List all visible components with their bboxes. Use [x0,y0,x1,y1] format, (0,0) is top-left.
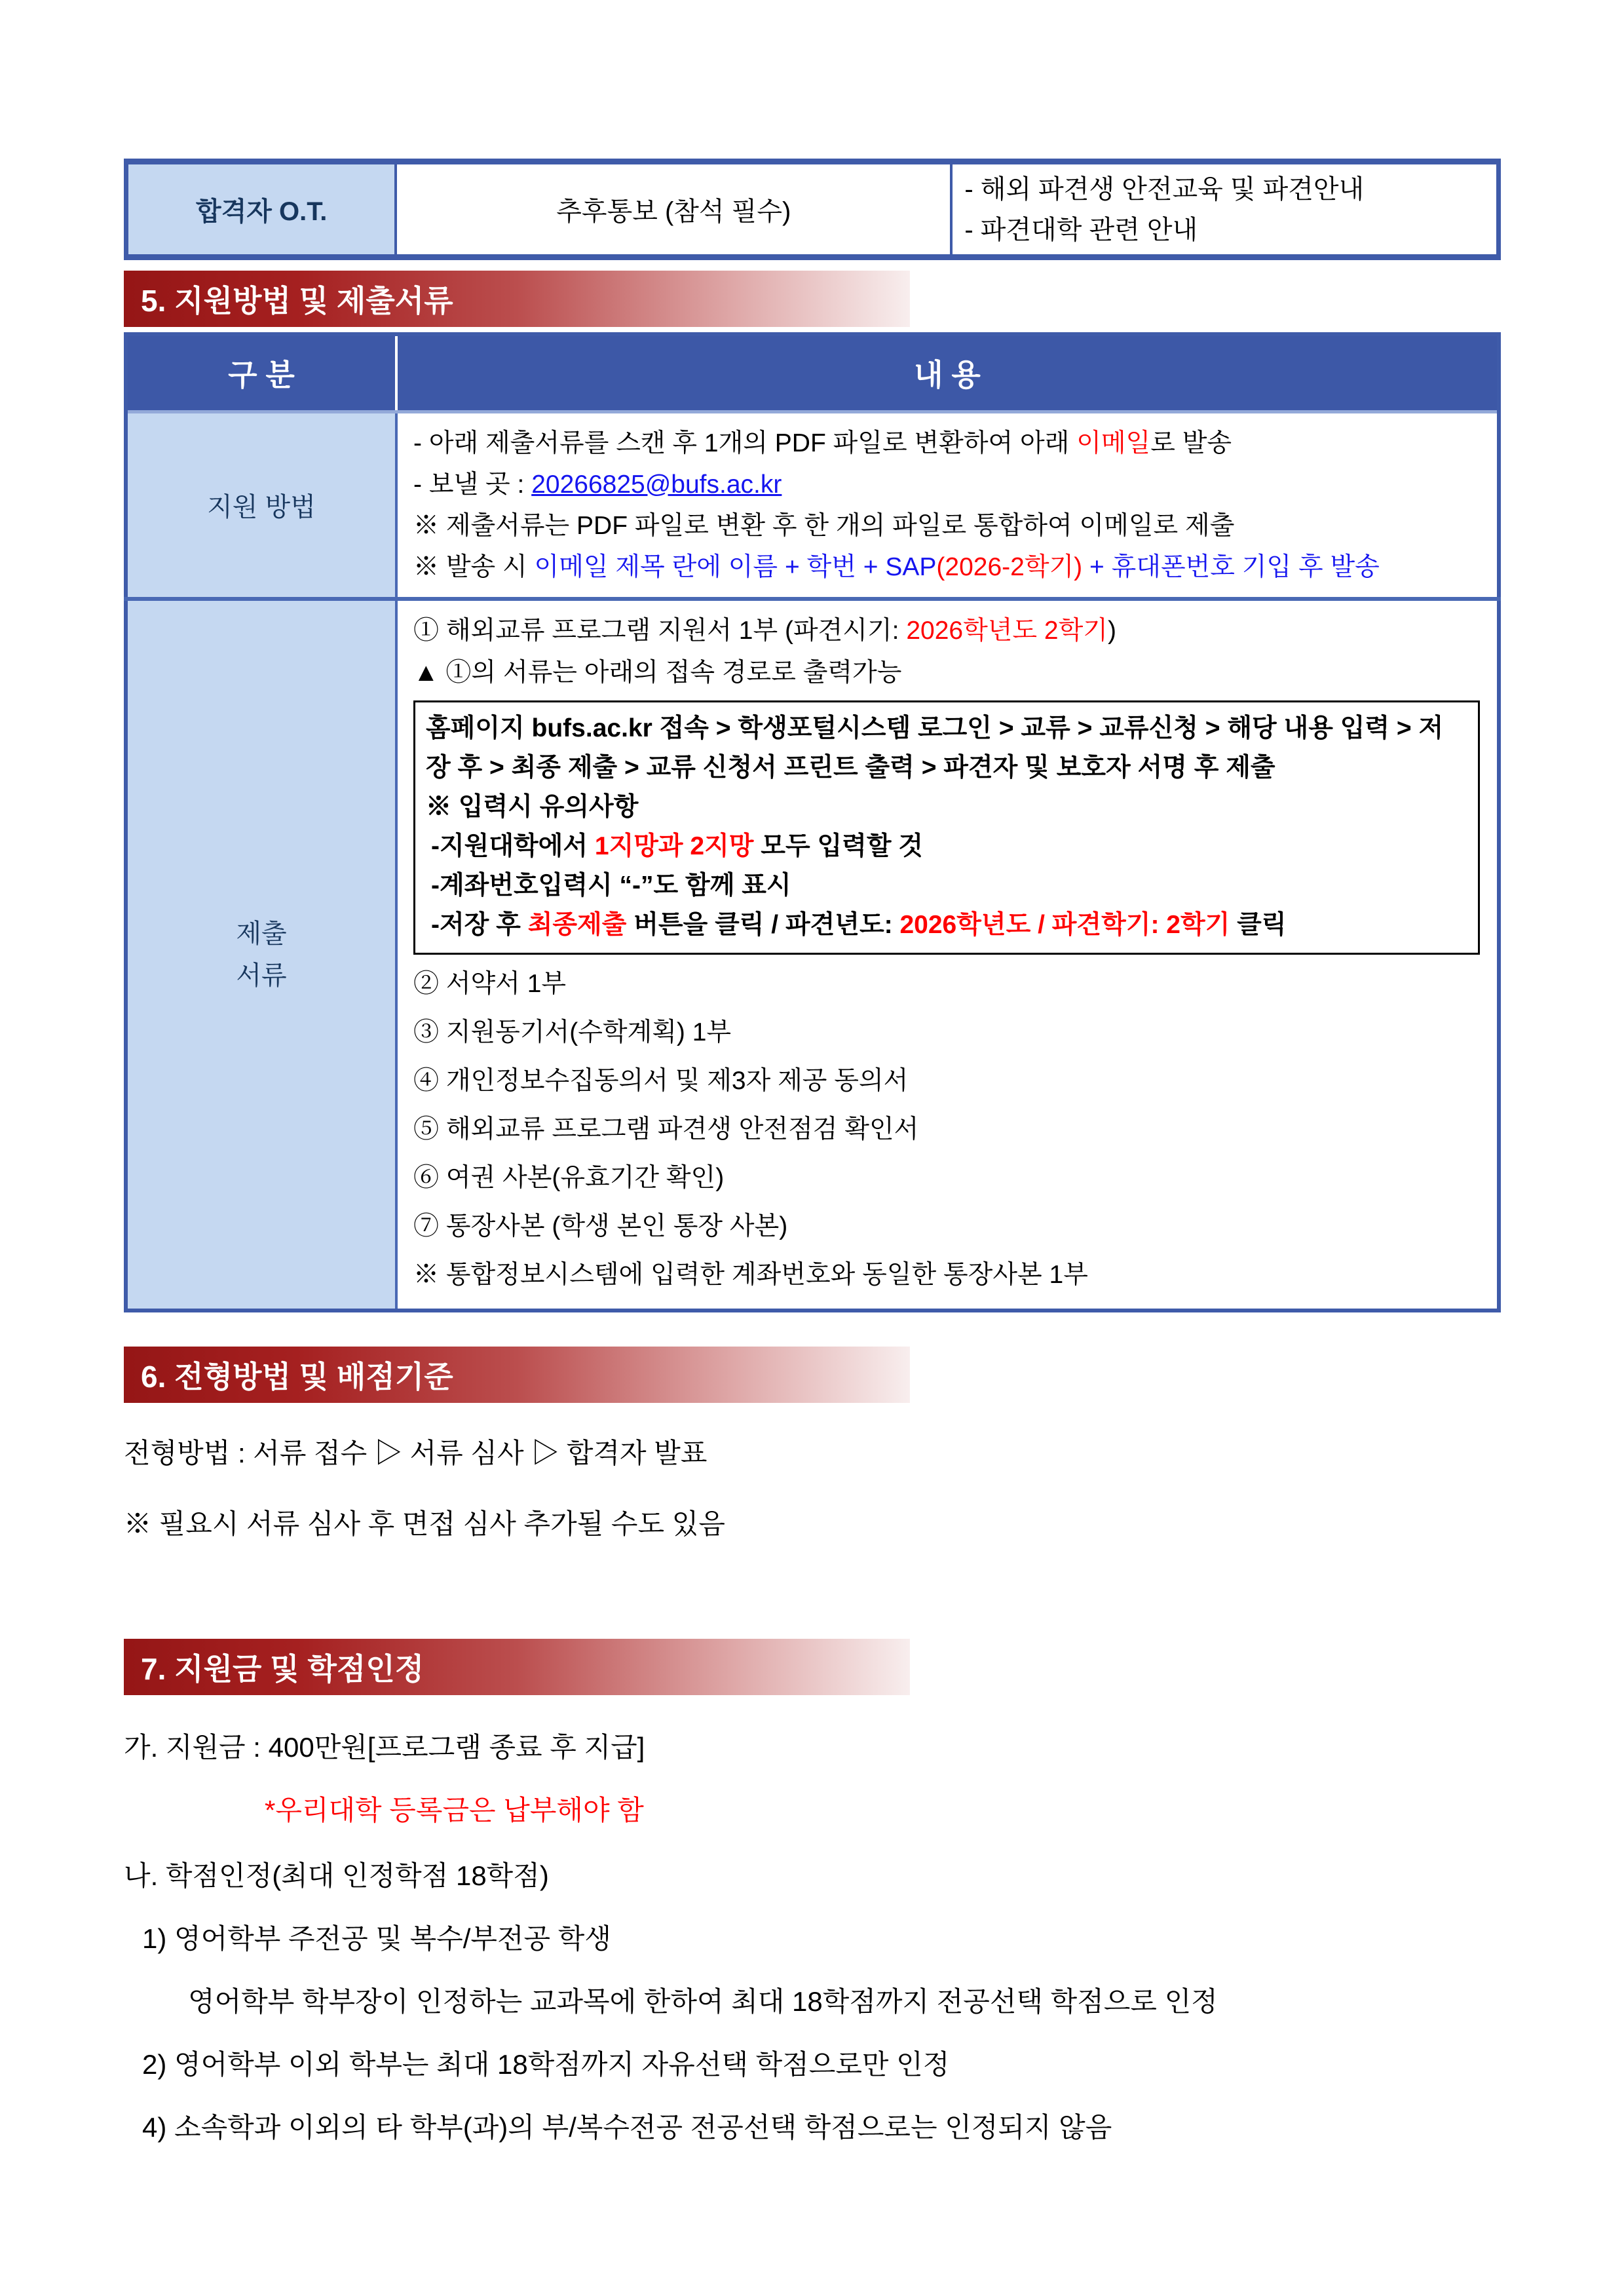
text-segment: 로 발송 [1150,429,1232,457]
ot-schedule: 추후통보 (참석 필수) [396,162,951,258]
document-content [124,159,1501,2144]
text-segment: -저장 후 [431,910,528,939]
credit-recognition-line: 나. 학점인정(최대 인정학점 18학점) [124,1860,549,1891]
apply-method-content [396,411,1499,599]
section-7-title: 7. 지원금 및 학점인정 [141,1651,425,1686]
doc-line [413,464,1485,505]
text-segment: ※ 발송 시 [413,552,535,581]
section-7-header [124,1639,910,1695]
selection-note-line: ※ 필요시 서류 심사 후 면접 심사 추가될 수도 있음 [124,1508,725,1539]
ot-table-row [126,162,1499,258]
ot-detail-line: - 해외 파견생 안전교육 및 파견안내 [964,174,1365,204]
doc-line [413,546,1485,588]
text-segment: 클릭 [1230,910,1287,939]
doc-list-item: ※ 통합정보시스템에 입력한 계좌번호와 동일한 통장사본 1부 [413,1260,1088,1289]
blue-emphasis: 이메일 제목 란에 이름 + 학번 + SAP [534,552,937,581]
ot-table [124,159,1501,260]
funding-amount-line: 가. 지원금 : 400만원[프로그램 종료 후 지급] [124,1731,645,1763]
box-note-line [431,827,1467,866]
red-emphasis: (2026-2학기) [936,552,1083,581]
box-note-title: ※ 입력시 유의사항 [426,792,639,821]
ot-detail-line: - 파견대학 관련 안내 [964,215,1198,244]
selection-method-line: 전형방법 : 서류 접수 ▷ 서류 심사 ▷ 합격자 발표 [124,1437,708,1468]
portal-path-line: 홈페이지 bufs.ac.kr 접속 > 학생포털시스템 로그인 > 교류 > 교류신청 > 해당 내용 입력 > 저장 후 > 최종 제출 > 교류 신청서 프린트 출력 > 파견자 및 보호자 서명 후 제출 [426,714,1444,782]
doc-list-item: ② 서약서 1부 [413,969,567,998]
email-link[interactable]: 20266825@bufs.ac.kr [531,470,782,499]
header-contents: 내 용 [396,334,1499,411]
credit-item-1-detail: 영어학부 학부장이 인정하는 교과목에 한하여 최대 18학점까지 전공선택 학점으로 인정 [188,1985,1218,2017]
blue-emphasis: + 휴대폰번호 기입 후 발송 [1082,552,1380,581]
credit-item-4: 4) 소속학과 이외의 타 학부(과)의 부/복수전공 전공선택 학점으로는 인정되지 않음 [142,2111,1112,2143]
doc-line [413,423,1485,464]
text-segment: 버튼을 클릭 / 파견년도: [626,910,900,939]
section-5-title: 5. 지원방법 및 제출서류 [141,284,453,318]
section-6-title: 6. 전형방법 및 배점기준 [141,1359,453,1394]
ot-detail-cell [951,162,1498,258]
red-emphasis: 2026학년도 / 파견학기: 2학기 [899,910,1230,939]
credit-item-2: 2) 영어학부 이외 학부는 최대 18학점까지 자유선택 학점으로만 인정 [142,2048,950,2080]
text-segment: ) [1107,616,1116,645]
header-category: 구 분 [126,334,396,411]
doc-line: ▲ ①의 서류는 아래의 접속 경로로 출력가능 [413,658,902,687]
text-segment: -지원대학에서 [431,832,595,860]
doc-list-item: ④ 개인정보수집동의서 및 제3자 제공 동의서 [413,1066,909,1095]
section-5-header [124,271,910,327]
doc-list-item: ⑥ 여권 사본(유효기간 확인) [413,1163,725,1192]
tuition-note-line: *우리대학 등록금은 납부해야 함 [265,1794,644,1826]
doc-line: ※ 제출서류는 PDF 파일로 변환 후 한 개의 파일로 통합하여 이메일로 제출 [413,511,1235,540]
label-line: 서류 [236,961,287,990]
box-note-line: -계좌번호입력시 “-”도 함께 표시 [431,871,791,900]
doc-list-item: ③ 지원동기서(수학계획) 1부 [413,1018,732,1046]
text-segment: - 아래 제출서류를 스캔 후 1개의 PDF 파일로 변환하여 아래 [413,429,1077,457]
submit-docs-content [396,599,1499,1311]
apply-method-label: 지원 방법 [126,411,396,599]
text-segment: 모두 입력할 것 [753,832,924,860]
red-emphasis: 이메일 [1076,429,1151,457]
credit-item-1: 1) 영어학부 주전공 및 복수/부전공 학생 [142,1923,611,1954]
submit-docs-label [126,599,396,1311]
doc-list-item: ⑦ 통장사본 (학생 본인 통장 사본) [413,1212,788,1240]
text-segment: ① 해외교류 프로그램 지원서 1부 (파견시기: [413,616,907,645]
text-segment: - 보낼 곳 : [413,470,532,499]
section-6-header [124,1347,910,1403]
submission-table [124,332,1501,1312]
red-emphasis: 1지망과 2지망 [594,832,754,860]
red-emphasis: 최종제출 [527,910,627,939]
apply-method-row [126,411,1499,599]
submission-table-header-row [126,334,1499,411]
portal-path-box [413,700,1480,955]
ot-row-label: 합격자 O.T. [126,162,396,258]
red-emphasis: 2026학년도 2학기 [906,616,1108,645]
doc-line [413,610,1485,652]
doc-list-item: ⑤ 해외교류 프로그램 파견생 안전점검 확인서 [413,1115,919,1143]
box-note-line [431,906,1467,945]
submit-docs-row [126,599,1499,1311]
label-line: 제출 [236,919,287,948]
